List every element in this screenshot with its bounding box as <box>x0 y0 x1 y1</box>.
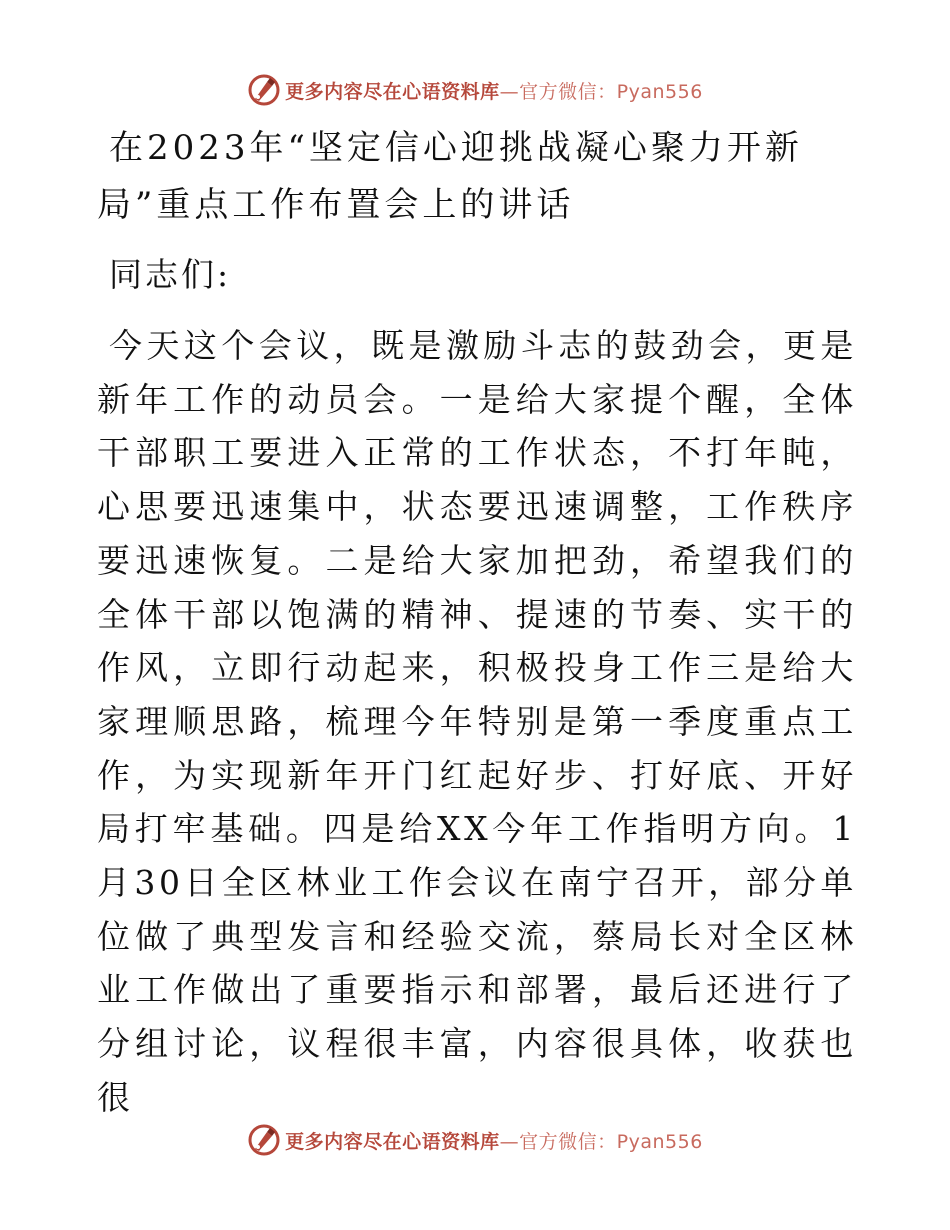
banner-main-text: 更多内容尽在心语资料库 <box>285 80 500 103</box>
banner-dash: — <box>499 80 520 103</box>
pen-logo-icon <box>247 1123 281 1157</box>
salutation: 同志们: <box>109 255 232 294</box>
banner-text <box>285 1127 703 1154</box>
body-paragraph: 今天这个会议，既是激励斗志的鼓劲会，更是新年工作的动员会。一是给大家提个醒，全体干部职工要进入正常的工作状态，不打年盹，心思要迅速集中，状态要迅速调整，工作秩序要迅速恢复。二是给大家加把劲，希望我们的全体干部以饱满的精神、提速的节奏、实干的作风，立即行动起来，积极投身工作三是给大家理顺思路，梳理今年特别是第一季度重点工作，为实现新年开门红起好步、打好底、开好局打牢基础。四是给XX今年工作指明方向。1月30日全区林业工作会议在南宁召开，部分单位做了典型发言和经验交流，蔡局长对全区林业工作做出了重要指示和部署，最后还进行了分组讨论，议程很丰富，内容很具体，收获也很 <box>97 326 857 1117</box>
banner-sub-text: 官方微信：Pyan556 <box>519 80 703 103</box>
banner-text <box>285 77 703 104</box>
document-content <box>97 120 857 1125</box>
banner-main-text: 更多内容尽在心语资料库 <box>285 1130 500 1153</box>
banner-sub-text: 官方微信：Pyan556 <box>519 1130 703 1153</box>
footer-banner <box>0 1120 950 1160</box>
document-title: 在2023年“坚定信心迎挑战凝心聚力开新局”重点工作布置会上的讲话 <box>97 128 803 225</box>
pen-logo-icon <box>247 73 281 107</box>
banner-dash: — <box>499 1130 520 1153</box>
header-banner <box>0 70 950 110</box>
